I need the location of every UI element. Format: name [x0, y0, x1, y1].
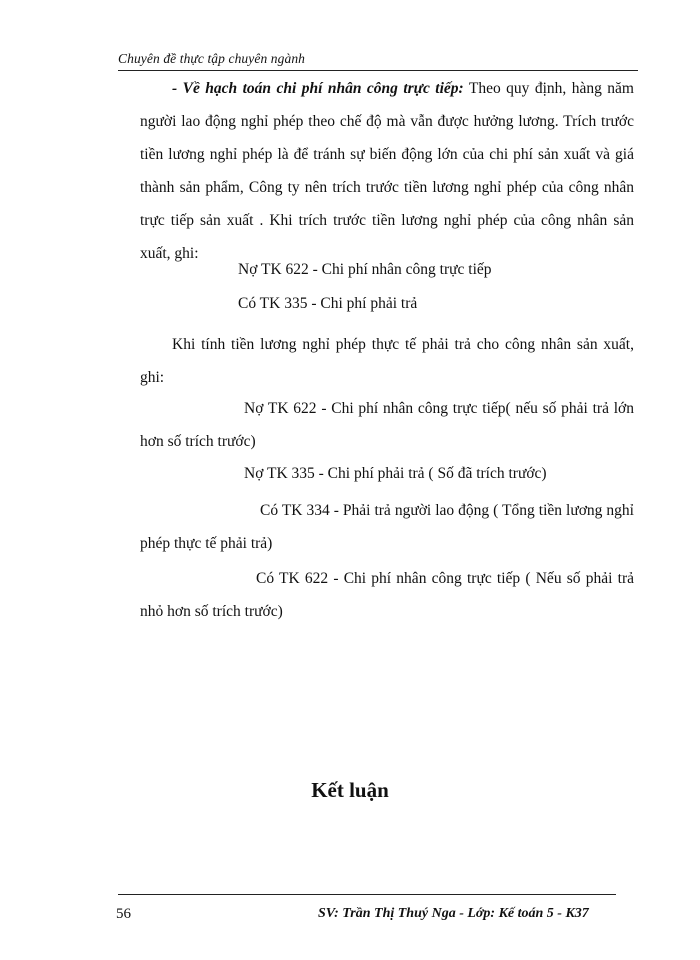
entry1-credit: Có TK 335 - Chi phí phải trả [238, 295, 418, 312]
entry2-line1: Nợ TK 622 - Chi phí nhân công trực tiếp( nếu số phải trả lớn hơn số trích trước) [140, 400, 634, 450]
page-number: 56 [116, 906, 131, 922]
header-divider [118, 70, 638, 71]
page-header: Chuyên đề thực tập chuyên ngành [118, 51, 306, 66]
paragraph-actual-leave: Khi tính tiền lương nghỉ phép thực tế phải trả cho công nhân sản xuất, ghi: [140, 336, 634, 386]
entry2-line2: Nợ TK 335 - Chi phí phải trả ( Số đã trích trước) [244, 465, 547, 482]
footer-divider [118, 894, 616, 895]
paragraph-lead: - Về hạch toán chi phí nhân công trực tiếp: [172, 80, 464, 97]
entry2-line4: Có TK 622 - Chi phí nhân công trực tiếp ( Nếu số phải trả nhỏ hơn số trích trước) [140, 570, 634, 620]
entry2-line3: Có TK 334 - Phải trả người lao động ( Tổng tiền lương nghỉ phép thực tế phải trả) [140, 502, 634, 552]
entry1-debit: Nợ TK 622 - Chi phí nhân công trực tiếp [238, 261, 492, 278]
paragraph-text: Theo quy định, hàng năm người lao động nghỉ phép theo chế độ mà vẫn được hưởng lương. Trích trước tiền lương nghỉ phép là để tránh sự biến động lớn của chi phí sản xuất và giá thành sản phẩm, Công ty nên trích trước tiền lương nghỉ phép của công nhân trực tiếp sản xuất . Khi trích trước tiền lương nghỉ phép của công nhân sản xuất, ghi: [140, 80, 634, 262]
conclusion-heading: Kết luận [311, 778, 389, 802]
footer-student-info: SV: Trần Thị Thuý Nga - Lớp: Kế toán 5 - K37 [318, 906, 589, 921]
paragraph-direct-labor [140, 72, 634, 270]
